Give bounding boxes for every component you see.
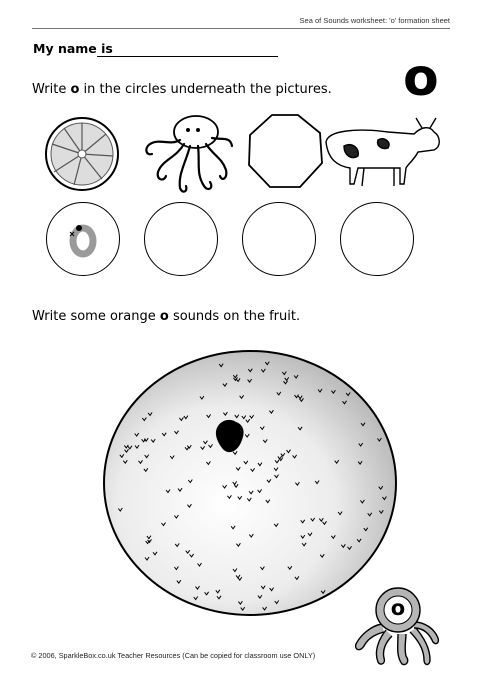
instruction-1-before: Write — [32, 82, 71, 97]
instruction-2-before: Write some orange — [32, 309, 160, 324]
instruction-1-after: in the circles underneath the pictures. — [79, 82, 332, 97]
header-rule — [32, 28, 450, 29]
featured-letter: o — [403, 48, 439, 108]
octagon-icon — [244, 111, 326, 193]
orange-slice-icon — [42, 114, 122, 194]
answer-circle-3[interactable] — [242, 202, 316, 276]
oxen-icon — [318, 112, 446, 192]
footer-copyright: © 2006, SparkleBox.co.uk Teacher Resources (Can be copied for classroom use ONLY) — [31, 651, 316, 660]
instruction-2-letter: o — [159, 309, 169, 324]
instruction-2-after: sounds on the fruit. — [168, 309, 301, 324]
instruction-1-letter: o — [70, 82, 80, 97]
answer-circle-1[interactable] — [46, 202, 120, 276]
header-title: Sea of Sounds worksheet: 'o' formation sheet — [299, 16, 450, 25]
orange-fruit-icon[interactable] — [100, 348, 400, 618]
instruction-1 — [32, 82, 332, 97]
answer-circle-4[interactable] — [340, 202, 414, 276]
answer-circle-2[interactable] — [144, 202, 218, 276]
traced-letter-example — [46, 202, 120, 276]
name-label: My name is — [33, 41, 113, 56]
instruction-2 — [32, 309, 300, 324]
octopus-icon — [140, 108, 236, 196]
name-input-line[interactable] — [97, 56, 278, 57]
mascot-letter: o — [390, 596, 406, 620]
